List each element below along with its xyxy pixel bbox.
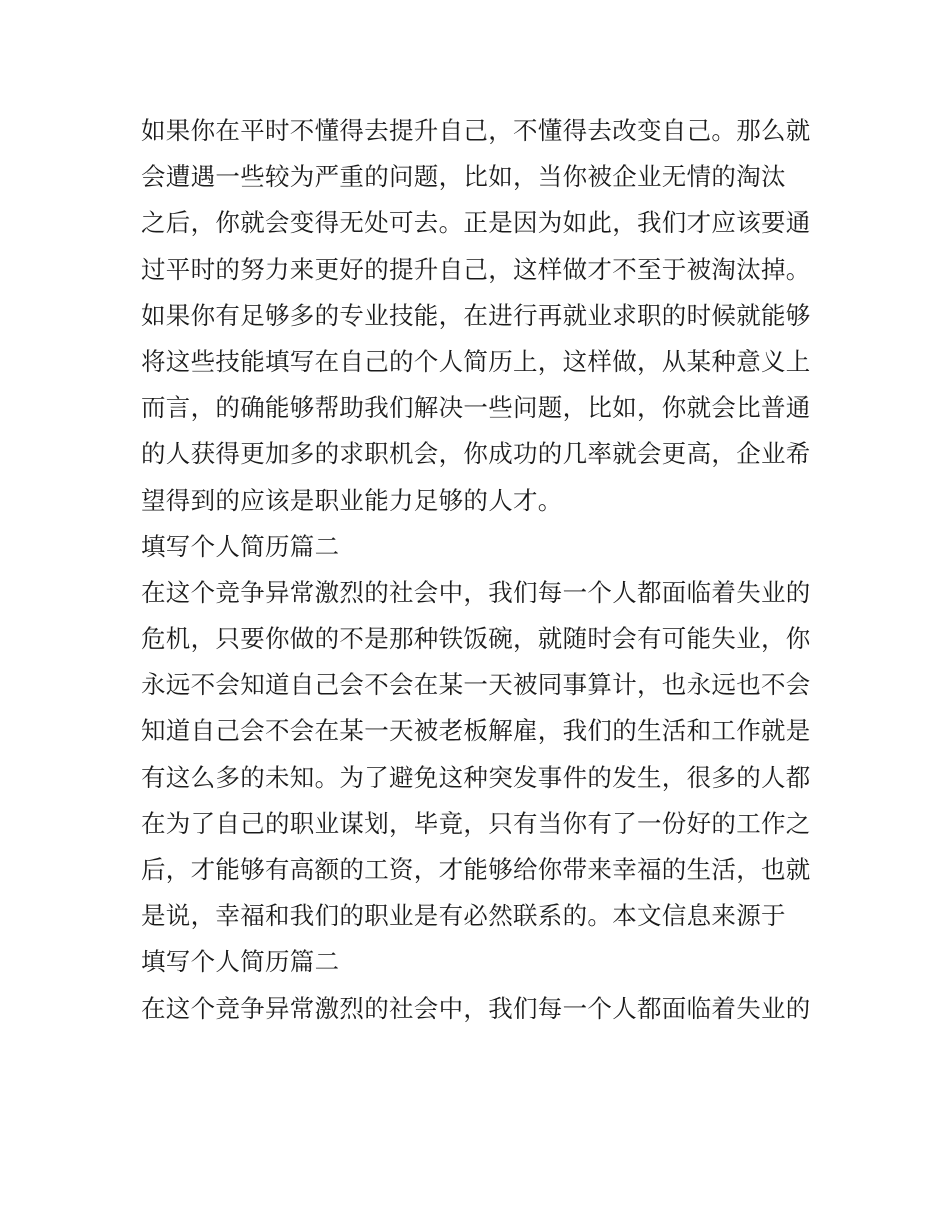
paragraph-line: 永远不会知道自己会不会在某一天被同事算计，也永远也不会: [141, 670, 811, 700]
paragraph-line: 过平时的努力来更好的提升自己，这样做才不至于被淘汰掉。: [141, 254, 811, 284]
paragraph-line: 望得到的应该是职业能力足够的人才。: [141, 485, 563, 515]
paragraph-line: 是说，幸福和我们的职业是有必然联系的。本文信息来源于: [141, 901, 786, 931]
paragraph-line: 在为了自己的职业谋划，毕竟，只有当你有了一份好的工作之: [141, 808, 811, 838]
paragraph-line: 有这么多的未知。为了避免这种突发事件的发生，很多的人都: [141, 762, 811, 792]
document-body: [141, 108, 821, 1032]
paragraph-line: 将这些技能填写在自己的个人简历上，这样做，从某种意义上: [141, 346, 811, 376]
paragraph-line: 而言，的确能够帮助我们解决一些问题，比如，你就会比普通: [141, 393, 811, 423]
paragraph-line: 会遭遇一些较为严重的问题，比如，当你被企业无情的淘汰: [141, 162, 786, 192]
paragraph-line: 知道自己会不会在某一天被老板解雇，我们的生活和工作就是: [141, 716, 811, 746]
paragraph-line: 如果你在平时不懂得去提升自己，不懂得去改变自己。那么就: [141, 116, 811, 145]
paragraph-line: 如果你有足够多的专业技能，在进行再就业求职的时候就能够: [141, 300, 811, 330]
paragraph-line: 的人获得更加多的求职机会，你成功的几率就会更高，企业希: [141, 439, 811, 469]
paragraph-line: 后，才能够有高额的工资，才能够给你带来幸福的生活，也就: [141, 855, 811, 884]
paragraph-line: 之后，你就会变得无处可去。正是因为如此，我们才应该要通: [141, 208, 811, 238]
section-heading: 填写个人简历篇二: [141, 531, 340, 561]
paragraph-line: 在这个竞争异常激烈的社会中，我们每一个人都面临着失业的: [141, 577, 811, 607]
paragraph-line: 在这个竞争异常激烈的社会中，我们每一个人都面临着失业的: [141, 993, 811, 1023]
paragraph-line: 危机，只要你做的不是那种铁饭碗，就随时会有可能失业，你: [141, 624, 811, 654]
section-heading: 填写个人简历篇二: [141, 947, 340, 977]
